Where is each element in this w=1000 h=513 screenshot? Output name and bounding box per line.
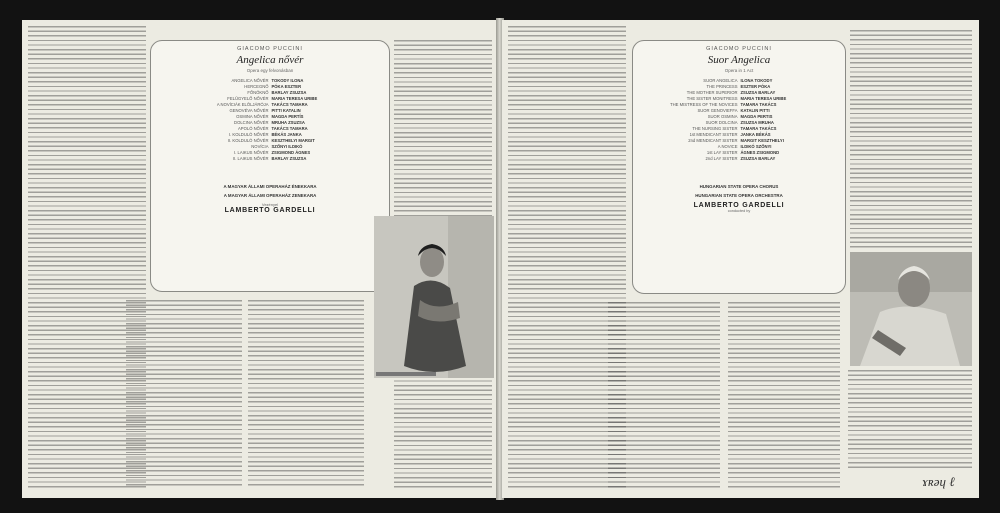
right-page bbox=[502, 20, 979, 498]
conductor-label: Vezényel bbox=[261, 202, 279, 207]
cast-row: THE MOTHER SUPERIOR ZSUZSA BARLAY bbox=[686, 90, 776, 95]
cast-row: HERCEGNŐ PÓKA ESZTER bbox=[244, 84, 302, 89]
conductor-name: LAMBERTO GARDELLI bbox=[224, 207, 316, 214]
left-page bbox=[22, 20, 498, 498]
cast-row: NOVÍCIA SZŐNYI ILDIKÓ bbox=[251, 144, 303, 149]
cast-row: FŐNÖKNŐ BARLAY ZSUZSA bbox=[247, 90, 307, 95]
left-text-column-4 bbox=[248, 300, 364, 488]
cast-row: I. KOLDULÓ NŐVÉR BÉKÁS JANKA bbox=[228, 132, 302, 137]
cast-row: THE SISTER MONITRESS MARIA TERESA URIBE bbox=[686, 96, 787, 101]
orchestra-credit: A MAGYAR ÁLLAMI OPERAHÁZ ZENEKARA bbox=[223, 193, 317, 198]
chorus-credit: A MAGYAR ÁLLAMI OPERAHÁZ ÉNEKKARA bbox=[223, 184, 317, 189]
opera-subtitle: Opera egy felvonásban bbox=[246, 68, 294, 73]
cast-list bbox=[151, 78, 389, 162]
cast-row: OSMINA NŐVÉR MAGDA PERTÍS bbox=[236, 114, 304, 119]
left-text-column-3 bbox=[126, 300, 242, 488]
right-text-column-5 bbox=[848, 370, 972, 470]
cast-row: DOLCINA NŐVÉR MRUHA ZSUZSA bbox=[234, 120, 305, 125]
cast-row: SUOR OSMINA MAGDA PERTIS bbox=[707, 114, 773, 119]
opera-title: Suor Angelica bbox=[707, 54, 771, 66]
cast-row: SUOR ANGELICA ILONA TOKODY bbox=[703, 78, 773, 83]
chorus-credit: HUNGARIAN STATE OPERA CHORUS bbox=[699, 184, 779, 189]
cast-row: I. LAIKUS NŐVÉR ZSIGMOND ÁGNES bbox=[234, 150, 311, 155]
cast-row: SUOR GENOVIEFFA KATALIN PITTI bbox=[697, 108, 770, 113]
conductor-name: LAMBERTO GARDELLI bbox=[693, 202, 785, 209]
conductor-photo-right bbox=[850, 252, 972, 366]
cast-row: THE PRINCESS ESZTER PÓKA bbox=[706, 84, 771, 89]
right-text-column-4 bbox=[728, 302, 840, 488]
opera-subtitle: Opera in 1 Act bbox=[724, 68, 754, 73]
cast-row: THE NURSING SISTER TAMARA TAKÁCS bbox=[692, 126, 777, 131]
photo-caption bbox=[376, 372, 436, 376]
cast-row: THE MISTRESS OF THE NOVICES TAMARA TAKÁCS bbox=[670, 102, 777, 107]
cast-row: APOLÓ NŐVÉR TAKÁCS TAMARA bbox=[238, 126, 308, 131]
credits-panel-english bbox=[632, 40, 846, 294]
signature: ɤʀǝɥ ℓ bbox=[922, 474, 955, 489]
composer-name: GIACOMO PUCCINI bbox=[237, 46, 303, 52]
right-text-column-3 bbox=[608, 302, 720, 488]
cast-row: 1st LAY SISTER ÁGNES ZSIGMOND bbox=[706, 150, 780, 155]
cast-row: GENOVÉVA NŐVÉR PITTI KATALIN bbox=[229, 108, 301, 113]
cast-list bbox=[633, 78, 845, 162]
right-text-column-2 bbox=[850, 30, 972, 250]
cast-row: II. KOLDULÓ NŐVÉR KESZTHELYI MARGIT bbox=[227, 138, 315, 143]
orchestra-credit: HUNGARIAN STATE OPERA ORCHESTRA bbox=[695, 193, 783, 198]
cast-row: II. LAIKUS NŐVÉR BARLAY ZSUZSA bbox=[232, 156, 307, 161]
cast-row: FELÜGYELŐ NŐVÉR MARIA TERESA URIBE bbox=[227, 96, 318, 101]
cast-row: SUOR DOLCINA ZSUZSA MRUHA bbox=[705, 120, 774, 125]
cast-row: A NOVICE ILDIKÓ SZŐNYI bbox=[717, 144, 772, 149]
cast-row: A NOVÍCIÁK ELÖLJÁRÓJA TAKÁCS TAMARA bbox=[216, 102, 308, 107]
cast-row: ANGELICA NŐVÉR TOKODY ILONA bbox=[231, 78, 304, 83]
composer-name: GIACOMO PUCCINI bbox=[706, 46, 772, 52]
cast-row: 1st MENDICANT SISTER JANKA BÉKÁS bbox=[689, 132, 771, 137]
opera-title: Angelica nővér bbox=[236, 54, 304, 66]
conductor-note: conducted by bbox=[727, 209, 751, 213]
credits-panel-hungarian bbox=[150, 40, 390, 292]
singer-photo-left bbox=[374, 216, 494, 378]
cast-row: 2nd LAY SISTER ZSUZSA BARLAY bbox=[705, 156, 776, 161]
cast-row: 2nd MENDICANT SISTER MARGIT KESZTHELYI bbox=[688, 138, 784, 143]
